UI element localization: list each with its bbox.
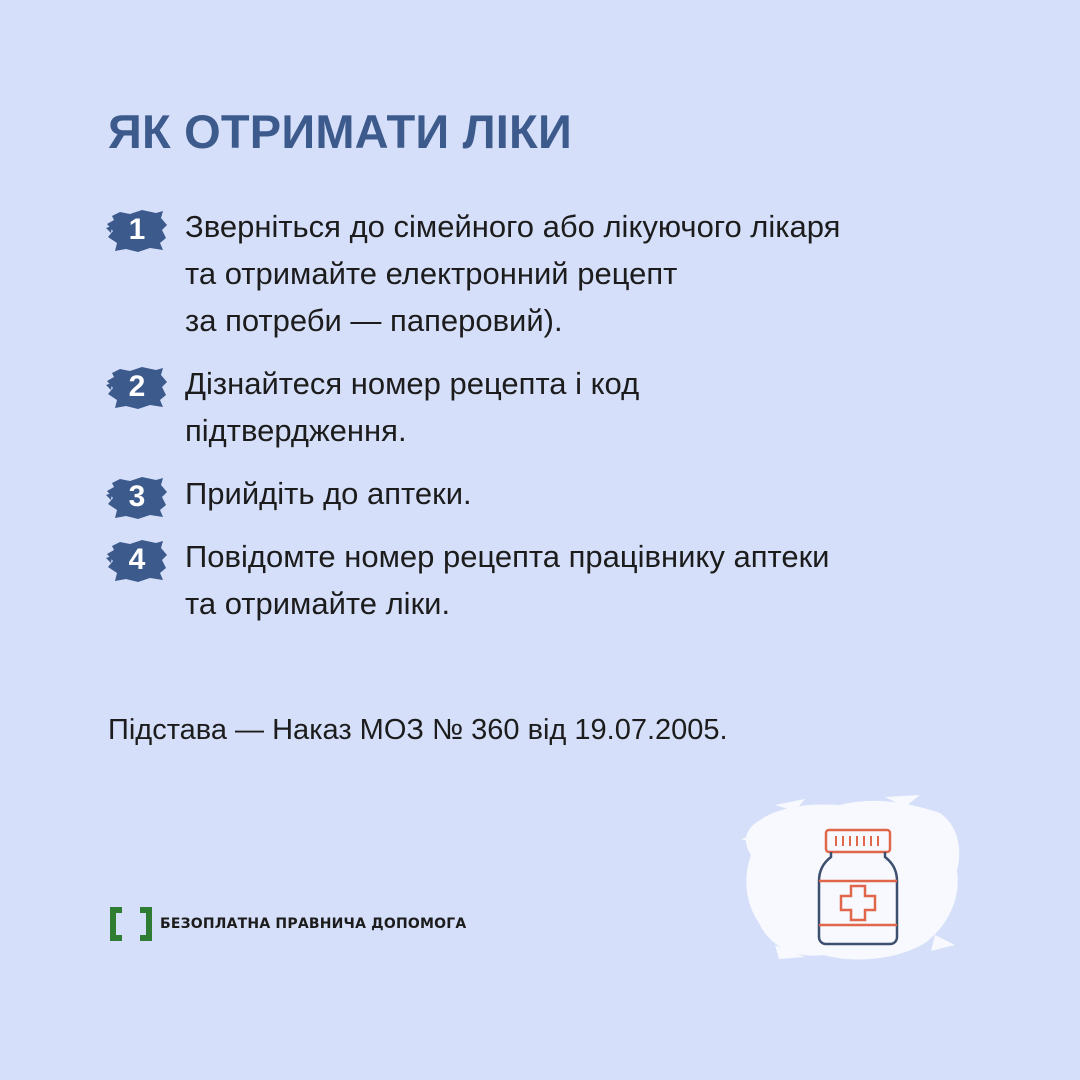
step-text-line: за потреби — паперовий). xyxy=(185,303,563,338)
step-text-line: та отримайте ліки. xyxy=(185,586,451,621)
legal-basis-note: Підстава — Наказ МОЗ № 360 від 19.07.2005. xyxy=(108,714,728,746)
step-text-line: Прийдіть до аптеки. xyxy=(185,476,472,511)
step-text-line: Повідомте номер рецепта працівнику аптеки xyxy=(185,539,830,574)
organization-name: БЕЗОПЛАТНА ПРАВНИЧА ДОПОМОГА xyxy=(160,916,467,932)
step-number: 1 xyxy=(128,213,146,246)
page-title: ЯК ОТРИМАТИ ЛІКИ xyxy=(108,105,572,158)
number-badge-icon xyxy=(106,536,168,584)
step-text-line: та отримайте електронний рецепт xyxy=(185,256,678,291)
number-badge-icon xyxy=(106,206,168,254)
medicine-bottle-icon xyxy=(735,785,965,970)
step-text-line: Зверніться до сімейного або лікуючого лікаря xyxy=(185,209,841,244)
number-badge-icon xyxy=(106,363,168,411)
step-number: 4 xyxy=(128,543,146,576)
step-text-line: підтвердження. xyxy=(185,413,407,448)
step-text xyxy=(185,470,472,517)
step-text xyxy=(185,533,829,627)
step-number: 2 xyxy=(128,370,146,403)
green-brackets-logo-icon xyxy=(108,905,154,943)
step-text xyxy=(185,203,840,344)
step-text-line: Дізнайтеся номер рецепта і код xyxy=(185,366,640,401)
step-number: 3 xyxy=(128,480,146,513)
number-badge-icon xyxy=(106,473,168,521)
medicine-bottle-illustration xyxy=(735,785,965,970)
step-text xyxy=(185,360,639,454)
